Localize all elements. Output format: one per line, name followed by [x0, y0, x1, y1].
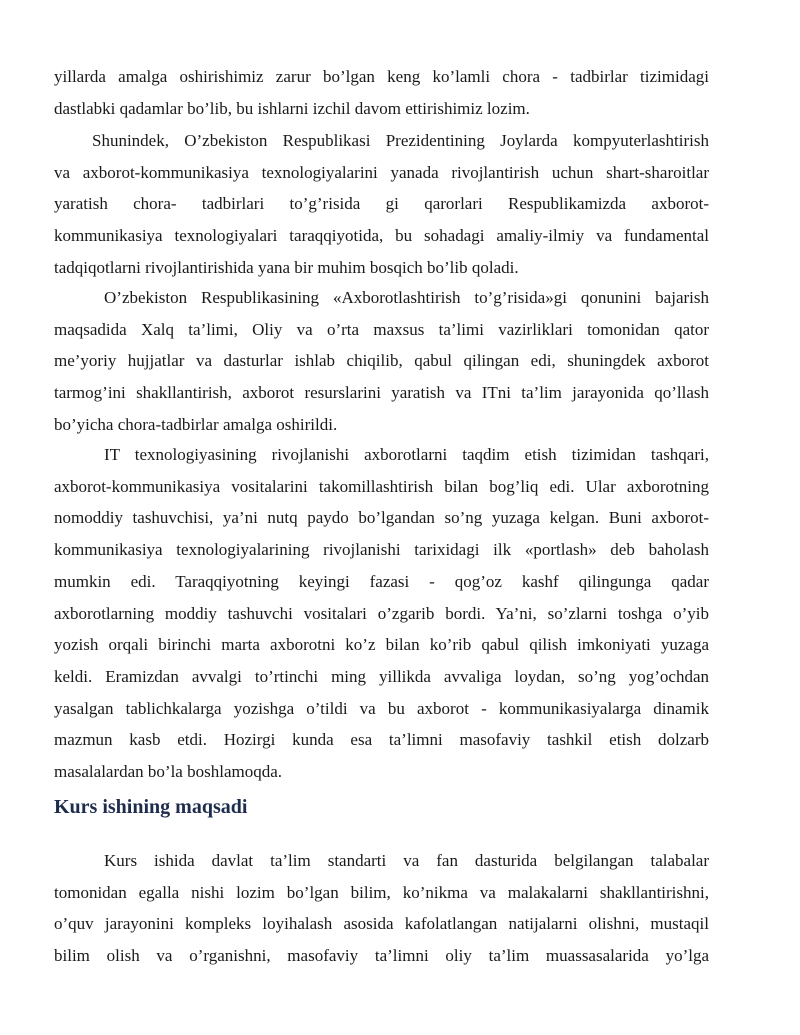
text-line: mazmun kasb etdi. Hozirgi kunda esa ta’limni masofaviy tashkil etish dolzarb: [54, 730, 709, 750]
paragraph-2: [54, 125, 709, 284]
text-line: kommunikasiya texnologiyalari taraqqiyotida, bu sohadagi amaliy-ilmiy va fundamental: [54, 226, 709, 246]
text-line: bo’yicha chora-tadbirlar amalga oshirildi.: [54, 414, 338, 434]
text-line: tarmog’ini shakllantirish, axborot resurslarini yaratish va ITni ta’lim jarayonida qo’llash: [54, 383, 709, 403]
paragraph-3: [54, 282, 709, 441]
text-line: va axborot-kommunikasiya texnologiyalarini yanada rivojlantirish uchun shart-sharoitlar: [54, 162, 709, 182]
text-line: masalalardan bo’la boshlamoqda.: [54, 762, 283, 782]
paragraph-4: [54, 439, 709, 788]
text-line: me’yoriy hujjatlar va dasturlar ishlab chiqilib, qabul qilingan edi, shuningdek axborot: [54, 351, 709, 371]
text-line: yaratish chora- tadbirlari to’g’risida gi qarorlari Respublikamizda axborot-: [54, 194, 709, 214]
text-line: nomoddiy tashuvchisi, ya’ni nutq paydo bo’lgandan so’ng yuzaga kelgan. Buni axborot-: [54, 508, 709, 528]
paragraph-5: [54, 845, 709, 972]
text-line: o’quv jarayonini kompleks loyihalash asosida kafolatlangan natijalarni olishni, mustaqil: [54, 914, 709, 934]
text-line: Kurs ishida davlat ta’lim standarti va fan dasturida belgilangan talabalar: [104, 851, 709, 870]
text-line: kommunikasiya texnologiyalarining rivojlanishi tarixidagi ilk «portlash» deb baholash: [54, 540, 709, 560]
text-line: tomonidan egalla nishi lozim bo’lgan bilim, ko’nikma va malakalarni shakllantirishni,: [54, 882, 709, 902]
text-line: tadqiqotlarni rivojlantirishida yana bir muhim bosqich bo’lib qoladi.: [54, 257, 519, 277]
text-line: IT texnologiyasining rivojlanishi axborotlarni taqdim etish tizimidan tashqari,: [104, 445, 709, 464]
text-line: mumkin edi. Taraqqiyotning keyingi fazasi - qog’oz kashf qilingunga qadar: [54, 571, 709, 591]
text-line: yozish orqali birinchi marta axborotni ko’z bilan ko’rib qabul qilish imkoniyati yuzaga: [54, 635, 709, 655]
text-line: yasalgan tablichkalarga yozishga o’tildi va bu axborot - kommunikasiyalarga dinamik: [54, 698, 709, 718]
text-line: O’zbekiston Respublikasining «Axborotlashtirish to’g’risida»gi qonunini bajarish: [104, 288, 709, 307]
text-line: bilim olish va o’rganishni, masofaviy ta’limni oliy ta’lim muassasalarida yo’lga: [54, 946, 709, 966]
paragraph-1: [54, 61, 709, 124]
text-line: axborot-kommunikasiya vositalarini takomillashtirish bilan bog’liq edi. Ular axborotning: [54, 476, 709, 496]
text-line: keldi. Eramizdan avvalgi to’rtinchi ming yillikda avvaliga loydan, so’ng yog’ochdan: [54, 666, 709, 686]
text-line: maqsadida Xalq ta’limi, Oliy va o’rta maxsus ta’limi vazirliklari tomonidan qator: [54, 319, 709, 339]
text-line: yillarda amalga oshirishimiz zarur bo’lgan keng ko’lamli chora - tadbirlar tizimidagi: [54, 67, 709, 86]
text-line: Shunindek, O’zbekiston Respublikasi Prezidentining Joylarda kompyuterlashtirish: [92, 131, 709, 150]
text-line: dastlabki qadamlar bo’lib, bu ishlarni izchil davom ettirishimiz lozim.: [54, 98, 530, 118]
section-heading: Kurs ishining maqsadi: [54, 796, 248, 818]
text-line: axborotlarning moddiy tashuvchi vositalari o’zgarib bordi. Ya’ni, so’zlarni toshga o’yib: [54, 603, 709, 623]
